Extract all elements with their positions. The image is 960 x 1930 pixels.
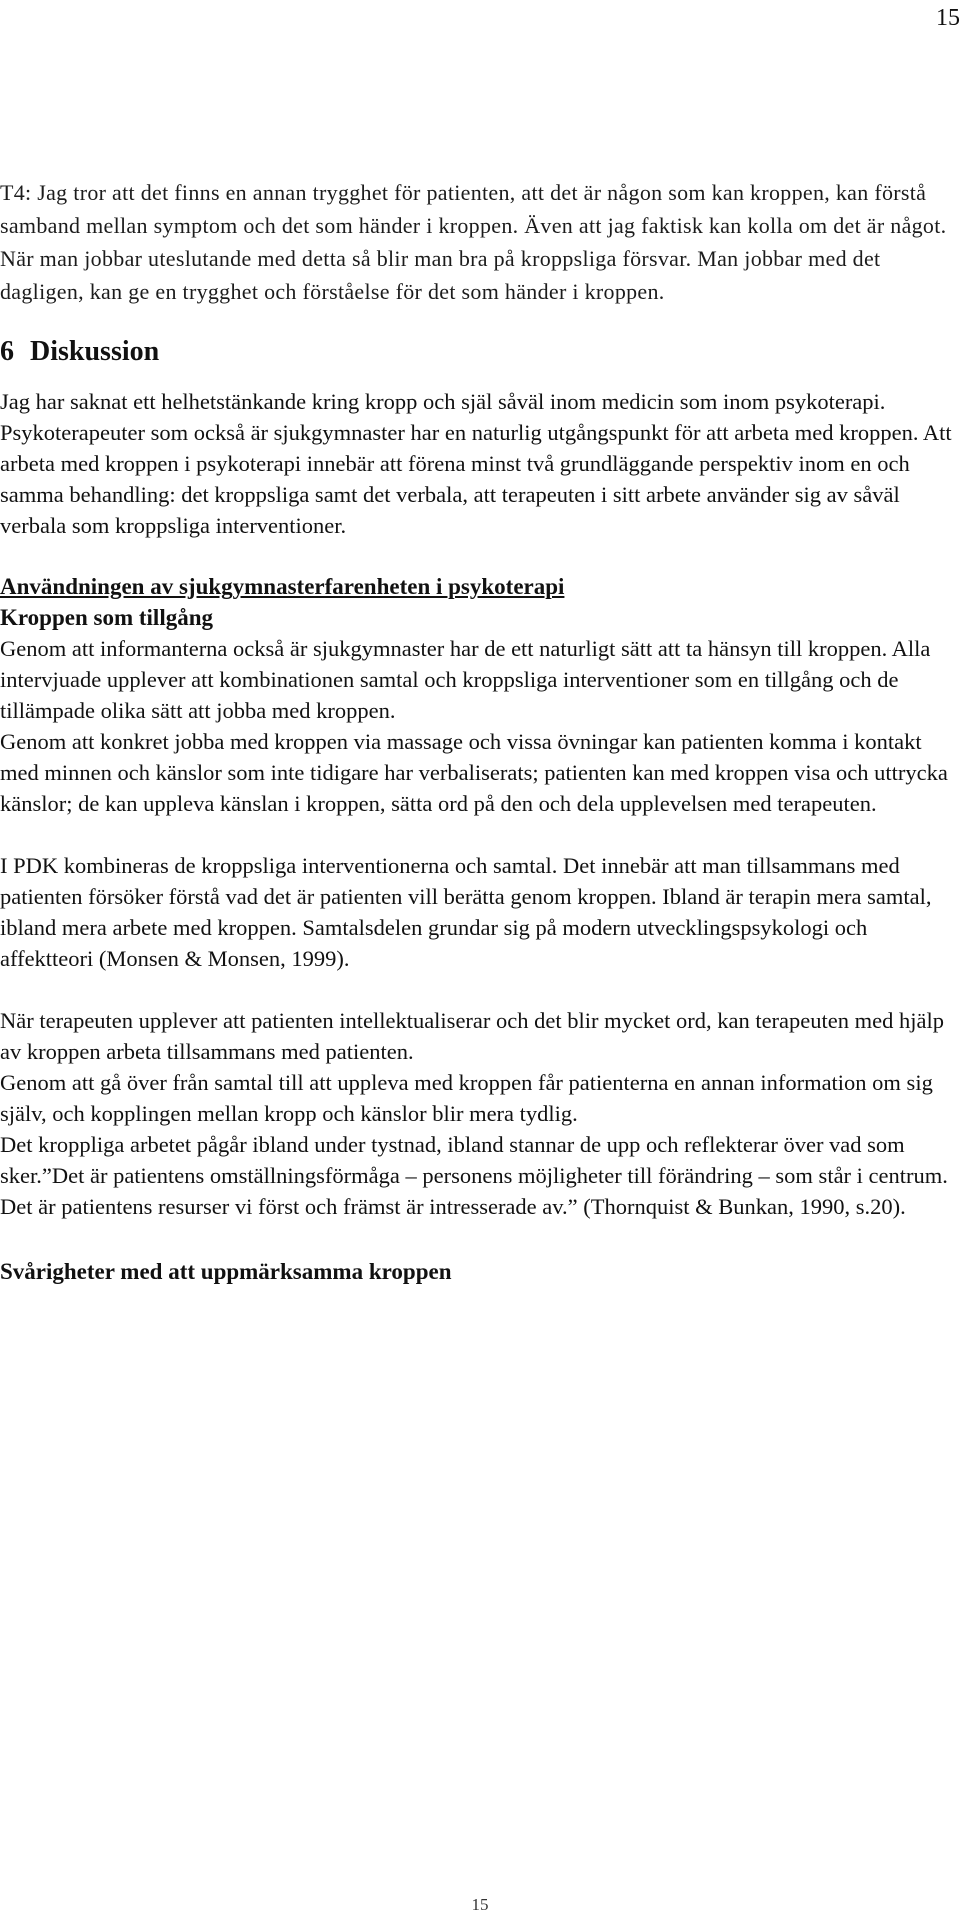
subsubsection-title: Kroppen som tillgång bbox=[0, 605, 213, 630]
paragraph: När terapeuten upplever att patienten intellektualiserar och det blir mycket ord, kan terapeuten med hjälp av kroppen arbeta tillsammans med patienten. bbox=[0, 1008, 944, 1064]
paragraph: Genom att informanterna också är sjukgymnaster har de ett naturligt sätt att ta hänsyn till kroppen. Alla intervjuade upplever att kombinationen samtal och kroppsliga interventioner som en tillgång och de tillämpade olika sätt att jobba med kroppen. bbox=[0, 636, 931, 723]
section-heading bbox=[0, 334, 960, 370]
paragraph: Genom att gå över från samtal till att uppleva med kroppen får patienterna en annan information om sig själv, och kopplingen mellan kropp och känslor blir mera tydlig. bbox=[0, 1070, 933, 1126]
intro-paragraph: Jag har saknat ett helhetstänkande kring kropp och själ såväl inom medicin som inom psykoterapi. Psykoterapeuter som också är sjukgymnaster har en naturlig utgångspunkt för att arbeta med kroppen. Att arbeta med kroppen i psykoterapi innebär att förena minst två grundläggande perspektiv inom en och samma behandling: det kroppsliga samt det verbala, att terapeuten i sitt arbete använder sig av såväl verbala som kroppsliga interventioner. bbox=[0, 389, 952, 538]
paragraph: Genom att konkret jobba med kroppen via massage och vissa övningar kan patienten komma i kontakt med minnen och känslor som inte tidigare har verbaliserats; patienten kan med kroppen visa och uttrycka känslor; de kan uppleva känslan i kroppen, sätta ord på den och dela upplevelsen med terapeuten. bbox=[0, 729, 948, 816]
section-title: Diskussion bbox=[30, 336, 160, 367]
subsection-title: Användningen av sjukgymnasterfarenheten i psykoterapi bbox=[0, 574, 565, 599]
page-number-top: 15 bbox=[936, 5, 960, 31]
page-number-bottom: 15 bbox=[471, 1895, 489, 1914]
section-number: 6 bbox=[0, 336, 14, 367]
final-heading: Svårigheter med att uppmärksamma kroppen bbox=[0, 1259, 452, 1284]
interview-quote-t4: T4: Jag tror att det finns en annan trygghet för patienten, att det är någon som kan kroppen, kan förstå samband mellan symptom och det som händer i kroppen. Även att jag faktisk kan kolla om det är något. När man jobbar uteslutande med detta så blir man bra på kroppsliga försvar. Man jobbar med det dagligen, kan ge en trygghet och förståelse för det som händer i kroppen. bbox=[0, 180, 947, 304]
paragraph-pdk: I PDK kombineras de kroppsliga interventionerna och samtal. Det innebär att man tillsammans med patienten försöker förstå vad det är patienten vill berätta genom kroppen. Ibland är terapin mera samtal, ibland mera arbete med kroppen. Samtalsdelen grundar sig på modern utvecklingspsykologi och affektteori (Monsen & Monsen, 1999). bbox=[0, 853, 932, 971]
paragraph-with-quote: Det kroppliga arbetet pågår ibland under tystnad, ibland stannar de upp och reflekterar över vad som sker.”Det är patientens omställningsförmåga – personens möjligheter till förändring – som står i centrum. Det är patientens resurser vi först och främst är intresserade av.” (Thornquist & Bunkan, 1990, s.20). bbox=[0, 1132, 948, 1219]
document-body bbox=[0, 176, 960, 1287]
